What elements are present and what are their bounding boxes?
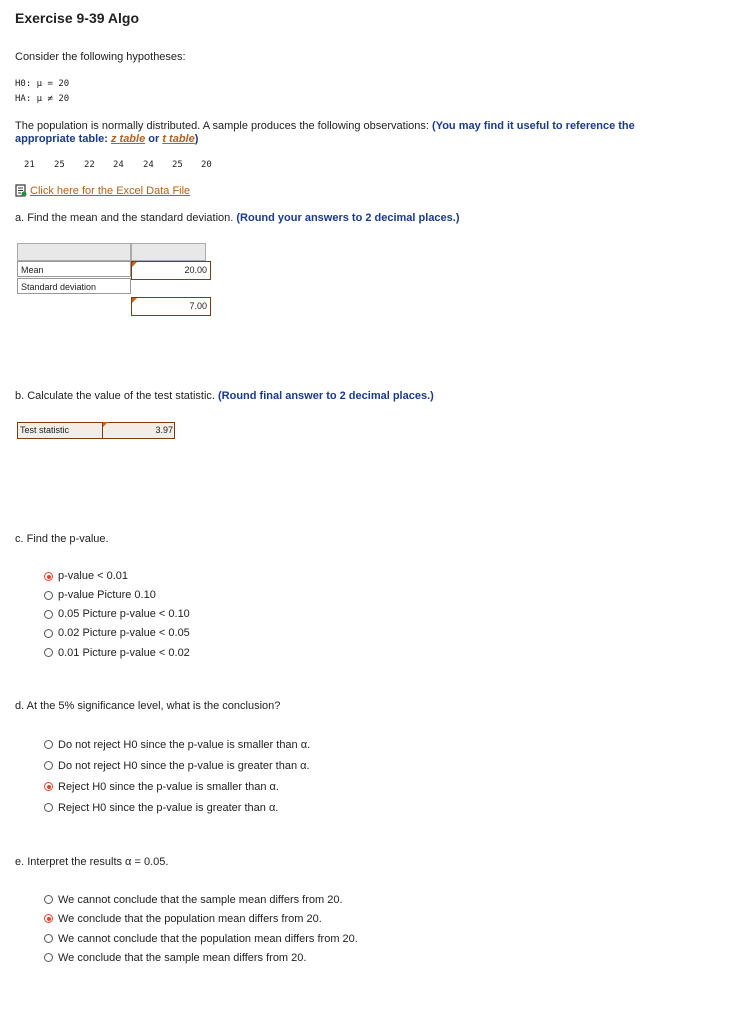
interpret-option-4-radio[interactable] — [44, 953, 53, 962]
null-hypothesis: H0: μ = 20 — [15, 79, 70, 89]
input-marker — [103, 422, 108, 427]
part-b-text: b. Calculate the value of the test statistic. — [15, 390, 215, 402]
pvalue-option-4 — [58, 627, 190, 639]
interpret-option-4: We conclude that the sample mean differs from 20. — [58, 952, 307, 964]
pvalue-option-5-radio[interactable] — [44, 648, 53, 657]
pvalue-option-2-radio[interactable] — [44, 591, 53, 600]
obs-1: 21 — [24, 160, 35, 170]
obs-2: 25 — [54, 160, 65, 170]
mean-label: Mean — [17, 261, 131, 277]
pvalue-option-3-lead: 0.05 — [58, 608, 80, 620]
sd-value: 7.00 — [189, 301, 207, 311]
pvalue-option-5-lead: 0.01 — [58, 647, 80, 659]
page-title: Exercise 9-39 Algo — [15, 10, 139, 26]
pvalue-option-5 — [58, 647, 190, 659]
pvalue-option-4-radio[interactable] — [44, 629, 53, 638]
pvalue-option-3-text: Picture p-value < 0.10 — [82, 608, 190, 620]
test-stat-value: 3.97 — [155, 425, 173, 435]
conclusion-option-4-radio[interactable] — [44, 803, 53, 812]
table-header-blank — [17, 243, 131, 261]
z-table-link[interactable]: z table — [110, 133, 146, 145]
part-a-hint: (Round your answers to 2 decimal places.) — [236, 212, 460, 224]
conclusion-option-2: Do not reject H0 since the p-value is greater than α. — [58, 760, 310, 772]
test-stat-row — [17, 422, 175, 439]
part-a-table — [17, 243, 207, 311]
pvalue-option-5-text: Picture p-value < 0.02 — [82, 647, 190, 659]
input-marker — [132, 298, 137, 303]
test-stat-input[interactable] — [102, 422, 176, 439]
conclusion-option-3: Reject H0 since the p-value is smaller than α. — [58, 781, 279, 793]
pvalue-option-1: p-value < 0.01 — [58, 570, 129, 582]
part-b-question — [15, 390, 434, 402]
pvalue-option-4-lead: 0.02 — [58, 627, 80, 639]
hint-prefix: (You may find it useful to reference the — [432, 120, 635, 132]
excel-file-icon[interactable] — [15, 184, 27, 200]
part-c-question: c. Find the p-value. — [15, 533, 109, 545]
part-d-question: d. At the 5% significance level, what is the conclusion? — [15, 700, 281, 712]
interpret-option-2: We conclude that the population mean differs from 20. — [58, 913, 322, 925]
problem-hint-line2 — [15, 133, 198, 145]
table-header-blank-2 — [131, 243, 206, 261]
problem-text: The population is normally distributed. A sample produces the following observations: — [15, 120, 429, 132]
input-marker — [132, 262, 137, 267]
interpret-option-3: We cannot conclude that the population mean differs from 20. — [58, 933, 358, 945]
pvalue-option-4-text: Picture p-value < 0.05 — [82, 627, 190, 639]
sd-label: Standard deviation — [17, 278, 131, 294]
conclusion-option-1: Do not reject H0 since the p-value is smaller than α. — [58, 739, 311, 751]
hint-or: or — [148, 133, 160, 145]
mean-value: 20.00 — [184, 265, 207, 275]
conclusion-option-3-radio[interactable] — [44, 782, 53, 791]
pvalue-option-3-radio[interactable] — [44, 610, 53, 619]
conclusion-option-4: Reject H0 since the p-value is greater than α. — [58, 802, 279, 814]
test-stat-label: Test statistic — [20, 425, 70, 435]
alt-hypothesis: HA: μ ≠ 20 — [15, 94, 70, 104]
part-e-question: e. Interpret the results α = 0.05. — [15, 856, 169, 868]
interpret-option-1-radio[interactable] — [44, 895, 53, 904]
excel-data-link[interactable]: Click here for the Excel Data File — [30, 185, 191, 197]
interpret-option-3-radio[interactable] — [44, 934, 53, 943]
interpret-option-1: We cannot conclude that the sample mean differs from 20. — [58, 894, 343, 906]
obs-4: 24 — [113, 160, 124, 170]
hint-line2: appropriate table: — [15, 133, 108, 145]
interpret-option-2-radio[interactable] — [44, 914, 53, 923]
problem-statement — [15, 120, 635, 132]
part-a-question — [15, 212, 460, 224]
obs-7: 20 — [201, 160, 212, 170]
part-b-hint: (Round final answer to 2 decimal places.) — [218, 390, 434, 402]
pvalue-option-2: p-value Picture 0.10 — [58, 589, 156, 601]
obs-3: 22 — [84, 160, 95, 170]
mean-input[interactable] — [131, 261, 211, 280]
hint-close: ) — [194, 133, 199, 145]
part-a-text: a. Find the mean and the standard deviation. — [15, 212, 234, 224]
sd-input[interactable] — [131, 297, 211, 316]
conclusion-option-2-radio[interactable] — [44, 761, 53, 770]
t-table-link[interactable]: t table — [162, 133, 195, 145]
obs-6: 25 — [172, 160, 183, 170]
obs-5: 24 — [143, 160, 154, 170]
intro-text: Consider the following hypotheses: — [15, 51, 186, 63]
pvalue-option-3 — [58, 608, 190, 620]
pvalue-option-1-radio[interactable] — [44, 572, 53, 581]
conclusion-option-1-radio[interactable] — [44, 740, 53, 749]
